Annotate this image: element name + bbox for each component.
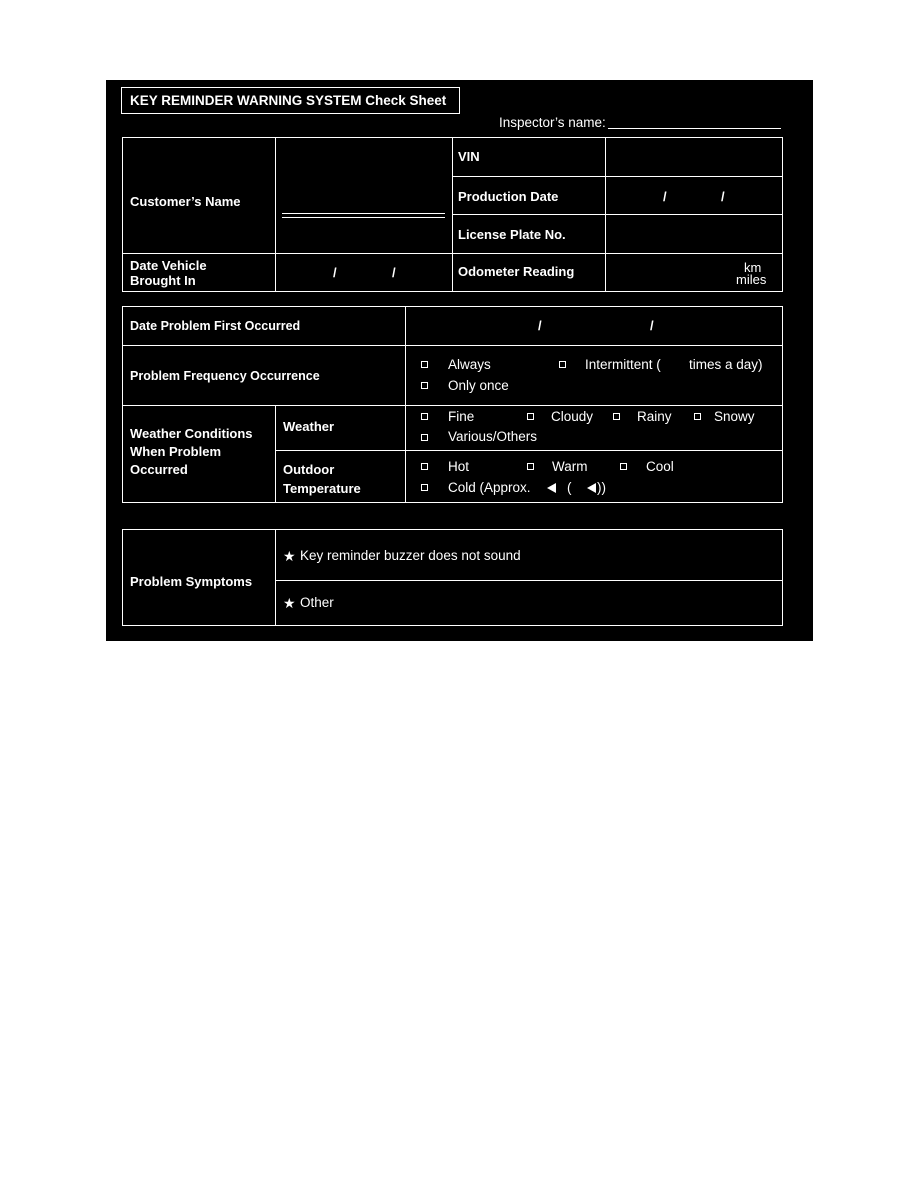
date-brought-in-sep-1: / <box>333 265 337 280</box>
sheet-title: KEY REMINDER WARNING SYSTEM Check Sheet <box>130 93 447 108</box>
odometer-unit-km: km <box>744 260 762 275</box>
only-once-checkbox[interactable] <box>421 382 428 389</box>
production-date-label: Production Date <box>458 189 559 204</box>
only-once-label: Only once <box>448 378 509 393</box>
odometer-label: Odometer Reading <box>458 264 575 279</box>
problem-symptoms-label: Problem Symptoms <box>130 574 253 589</box>
vin-field[interactable] <box>607 139 780 175</box>
date-brought-in-label-2: Brought In <box>130 273 196 288</box>
intermittent-checkbox[interactable] <box>559 361 566 368</box>
always-checkbox[interactable] <box>421 361 428 368</box>
cool-label: Cool <box>646 459 674 474</box>
frequency-label: Problem Frequency Occurrence <box>130 369 320 383</box>
snowy-label: Snowy <box>714 409 755 424</box>
degree-c-icon <box>547 483 556 493</box>
cloudy-label: Cloudy <box>551 409 594 424</box>
degree-f-icon <box>587 483 596 493</box>
cold-label-close: )) <box>597 480 606 495</box>
fine-checkbox[interactable] <box>421 413 428 420</box>
date-brought-in-label-1: Date Vehicle <box>130 258 207 273</box>
cold-checkbox[interactable] <box>421 484 428 491</box>
always-label: Always <box>448 357 491 372</box>
production-date-sep-2: / <box>721 189 725 204</box>
weather-label: Weather <box>283 419 335 434</box>
vin-label: VIN <box>458 149 480 164</box>
weather-conditions-label-1: Weather Conditions <box>130 426 253 441</box>
snowy-checkbox[interactable] <box>694 413 701 420</box>
various-checkbox[interactable] <box>421 434 428 441</box>
weather-conditions-label-3: Occurred <box>130 462 188 477</box>
date-first-occurred-label: Date Problem First Occurred <box>130 319 301 333</box>
inspector-name-field[interactable] <box>608 128 781 129</box>
license-plate-label: License Plate No. <box>458 227 566 242</box>
customer-name-field[interactable] <box>282 213 445 214</box>
odometer-unit-miles: miles <box>736 272 767 287</box>
intermittent-label-open: Intermittent ( <box>585 357 661 372</box>
weather-conditions-label-2: When Problem <box>130 444 222 459</box>
symptom-buzzer-label: Key reminder buzzer does not sound <box>300 548 521 563</box>
cold-label-mid: ( <box>567 480 572 495</box>
intermittent-label-close: times a day) <box>689 357 763 372</box>
cold-label-open: Cold (Approx. <box>448 480 531 495</box>
hot-checkbox[interactable] <box>421 463 428 470</box>
warm-label: Warm <box>552 459 588 474</box>
rainy-label: Rainy <box>637 409 672 424</box>
various-label: Various/Others <box>448 429 538 444</box>
star-icon: ★ <box>283 595 296 611</box>
outdoor-temp-label-2: Temperature <box>283 481 361 496</box>
hot-label: Hot <box>448 459 470 474</box>
production-date-sep-1: / <box>663 189 667 204</box>
date-first-sep-1: / <box>538 318 542 333</box>
rainy-checkbox[interactable] <box>613 413 620 420</box>
fine-label: Fine <box>448 409 475 424</box>
check-sheet <box>106 80 813 641</box>
license-plate-field[interactable] <box>607 216 780 252</box>
warm-checkbox[interactable] <box>527 463 534 470</box>
symptom-other-label: Other <box>300 595 334 610</box>
star-icon: ★ <box>283 548 296 564</box>
cool-checkbox[interactable] <box>620 463 627 470</box>
customer-name-label: Customer’s Name <box>130 194 241 209</box>
outdoor-temp-label-1: Outdoor <box>283 462 335 477</box>
inspector-label: Inspector’s name: <box>499 115 606 130</box>
date-brought-in-sep-2: / <box>392 265 396 280</box>
date-first-sep-2: / <box>650 318 654 333</box>
cloudy-checkbox[interactable] <box>527 413 534 420</box>
